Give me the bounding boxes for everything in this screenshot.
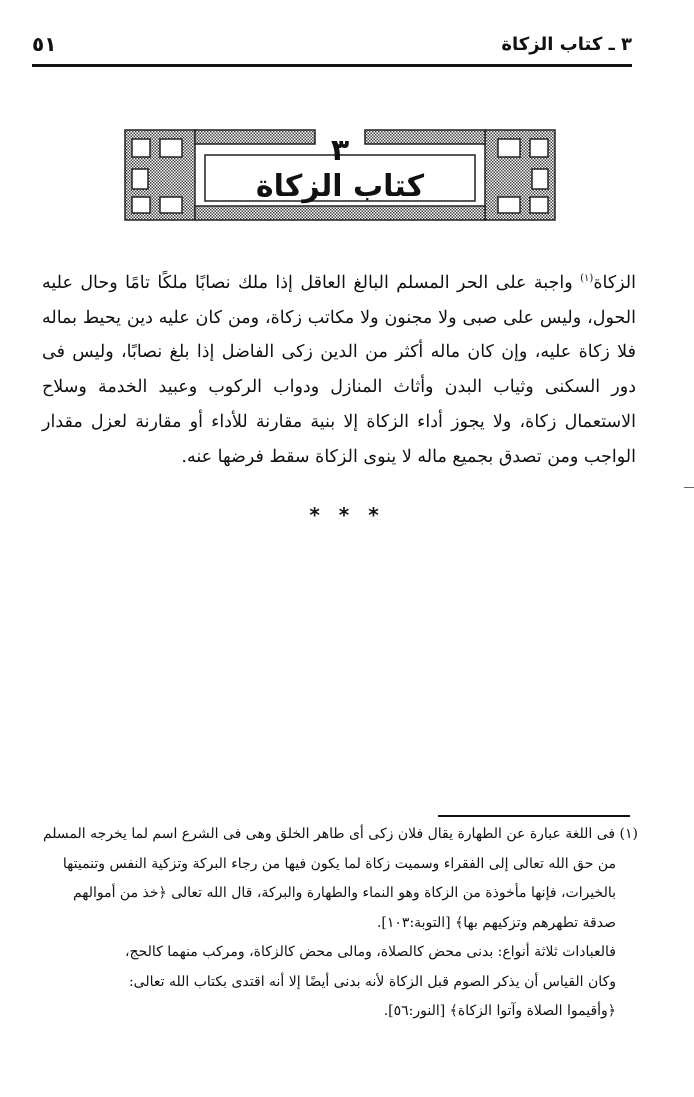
footnote-1 xyxy=(40,820,638,938)
footnote-line: من حق الله تعالى إلى الفقراء وسميت زكاة لما يكون فيها من رجاء البركة وتزكية النفس وتنميتها xyxy=(62,855,616,872)
footnote-reference: (١) xyxy=(580,273,594,284)
page-number: ٥١ xyxy=(32,32,57,56)
main-paragraph xyxy=(42,262,636,475)
footnote-rule xyxy=(438,815,630,817)
running-title: ٣ ـ كتاب الزكاة xyxy=(501,34,632,55)
footnote-line: ﴿وأقيموا الصلاة وآتوا الزكاة﴾ [النور:٥٦]. xyxy=(383,1003,616,1019)
footnote-line: بالخيرات، فإنها مأخوذة من الزكاة وهو النماء والطهارة والبركة، قال الله تعالى ﴿خذ من أموالهم xyxy=(72,885,616,901)
footnote-line: فالعبادات ثلاثة أنواع: بدنى محض كالصلاة، ومالى محض كالزكاة، ومركب منهما كالحج، xyxy=(125,944,616,960)
footnote-1-continued xyxy=(40,938,638,1027)
footnote-line: صدقة تطهرهم وتزكيهم بها﴾ [التوبة:١٠٣]. xyxy=(376,914,616,931)
chapter-number: ٣ xyxy=(330,133,350,168)
margin-mark xyxy=(684,487,694,488)
page-header xyxy=(32,28,632,68)
footnote-line: (١) فى اللغة عبارة عن الطهارة يقال فلان زكى أى طاهر الخلق وهى فى الشرع اسم لما يخرجه المسلم xyxy=(42,826,638,842)
paragraph-text: واجبة على الحر المسلم البالغ العاقل إذا ملك نصابًا ملكًا تامًا وحال عليه الحول، وليس على صبى ولا مجنون ولا مكاتب زكاة، ومن كان عليه دين يحيط بماله فلا زكاة عليه، وإن كان ماله أكثر من الدين زكى الفاضل إذا بلغ نصابًا، وليس فى دور السكنى وثياب البدن وأثاث المنازل ودواب الركوب وعبيد الخدمة وسلاح الاستعمال زكاة، ولا يجوز أداء الزكاة إلا بنية مقارنة للأداء أو مقارنة لعزل مقدار الواجب ومن تصدق بجميع ماله لا ينوى الزكاة سقط فرضها عنه. xyxy=(42,272,636,467)
chapter-ornament xyxy=(120,125,560,225)
section-separator: * * * xyxy=(309,503,385,527)
header-rule xyxy=(32,64,632,67)
footnote-line: وكان القياس أن يذكر الصوم قبل الزكاة لأنه بدنى أيضًا إلا أنه اقتدى بكتاب الله تعالى: xyxy=(128,973,616,990)
lead-word: الزكاة xyxy=(593,272,636,293)
chapter-title: كتاب الزكاة xyxy=(255,169,425,204)
footnotes xyxy=(40,820,638,1027)
